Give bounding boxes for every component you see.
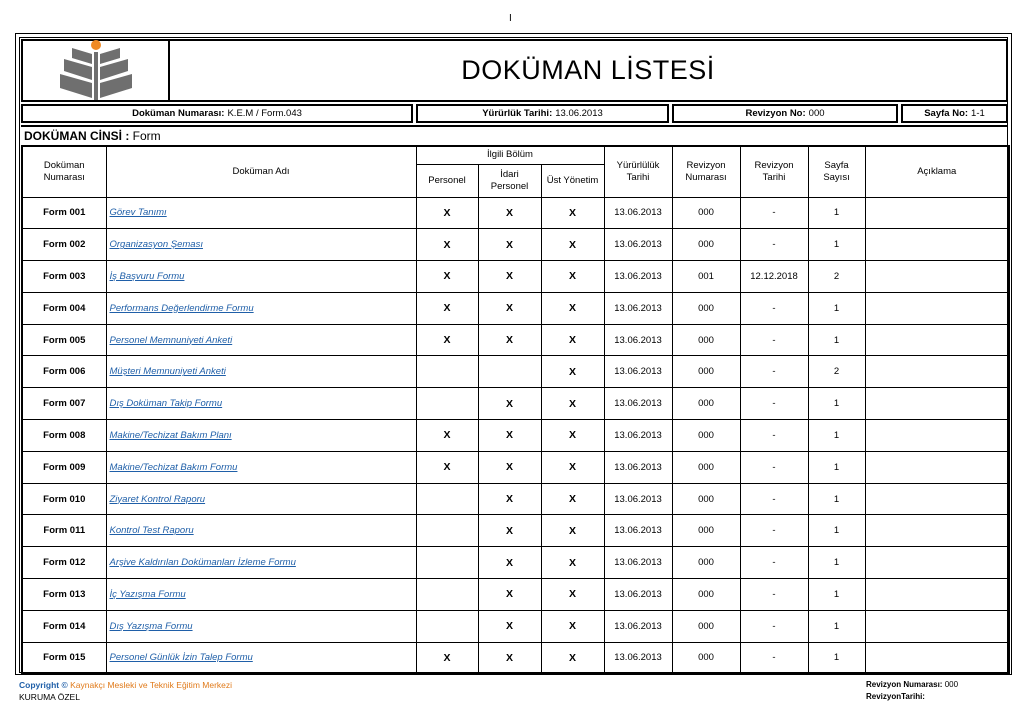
effective-date-cell: 13.06.2013: [604, 292, 672, 324]
doc-number-cell: Form 004: [22, 292, 106, 324]
idari-mark: X: [478, 229, 541, 261]
revision-number-cell: 000: [672, 229, 740, 261]
effective-date-label: Yürürlük Tarihi:: [482, 108, 553, 119]
doc-number-cell: Form 007: [22, 388, 106, 420]
document-type-value: Form: [132, 129, 161, 143]
ust-mark: X: [541, 229, 604, 261]
page-count-cell: 2: [808, 261, 865, 293]
doc-name-link[interactable]: Arşive Kaldırılan Dokümanları İzleme Formu: [109, 557, 296, 569]
revision-number-cell: 000: [672, 356, 740, 388]
note-cell: [865, 547, 1009, 579]
revision-date-cell: -: [740, 420, 808, 452]
organization-logo-icon: [58, 40, 134, 102]
page-count-cell: 1: [808, 579, 865, 611]
revision-date-cell: 12.12.2018: [740, 261, 808, 293]
personel-mark: X: [416, 451, 478, 483]
revision-number-cell: 000: [672, 292, 740, 324]
idari-mark: X: [478, 610, 541, 642]
table-row: [22, 292, 1009, 324]
document-table: [21, 145, 1010, 675]
doc-number-cell: Form 012: [22, 547, 106, 579]
col-revision-date: Revizyon Tarihi: [740, 146, 808, 197]
doc-number-cell: Form 002: [22, 229, 106, 261]
ust-mark: X: [541, 483, 604, 515]
personel-mark: [416, 388, 478, 420]
note-cell: [865, 292, 1009, 324]
page-title: DOKÜMAN LİSTESİ: [461, 55, 715, 85]
idari-mark: X: [478, 451, 541, 483]
info-bar: [21, 104, 1008, 124]
revision-date-cell: -: [740, 292, 808, 324]
table-row: [22, 515, 1009, 547]
ust-mark: X: [541, 515, 604, 547]
note-cell: [865, 420, 1009, 452]
revision-number-cell: 000: [672, 547, 740, 579]
revision-number-cell: 000: [672, 642, 740, 674]
revision-date-cell: -: [740, 451, 808, 483]
col-doc-number: Doküman Numarası: [22, 146, 106, 197]
revision-date-cell: -: [740, 642, 808, 674]
ust-mark: X: [541, 642, 604, 674]
effective-date-cell: 13.06.2013: [604, 483, 672, 515]
note-cell: [865, 515, 1009, 547]
revision-number-cell: 000: [672, 388, 740, 420]
idari-mark: X: [478, 324, 541, 356]
idari-mark: X: [478, 579, 541, 611]
effective-date-cell: 13.06.2013: [604, 642, 672, 674]
table-row: [22, 356, 1009, 388]
personel-mark: X: [416, 229, 478, 261]
table-row: [22, 388, 1009, 420]
table-row: [22, 610, 1009, 642]
document-type-label: DOKÜMAN CİNSİ :: [24, 129, 130, 143]
page-count-cell: 1: [808, 451, 865, 483]
doc-number-cell: Form 010: [22, 483, 106, 515]
doc-number-cell: Form 003: [22, 261, 106, 293]
idari-mark: X: [478, 197, 541, 229]
col-doc-name: Doküman Adı: [106, 146, 416, 197]
footer-revision-value: 000: [944, 680, 959, 689]
personel-mark: X: [416, 261, 478, 293]
note-cell: [865, 483, 1009, 515]
doc-number-label: Doküman Numarası:: [132, 108, 225, 119]
footer-left: [19, 679, 232, 703]
page-count-cell: 1: [808, 610, 865, 642]
personel-mark: X: [416, 324, 478, 356]
col-ust: Üst Yönetim: [541, 164, 604, 197]
ust-mark: X: [541, 579, 604, 611]
doc-name-cell: [106, 642, 416, 674]
idari-mark: X: [478, 483, 541, 515]
organization-name: Kaynakçı Mesleki ve Teknik Eğitim Merkezi: [70, 680, 233, 690]
table-row: [22, 197, 1009, 229]
doc-name-cell: [106, 356, 416, 388]
doc-name-cell: [106, 610, 416, 642]
document-type: [21, 125, 1008, 145]
page-count-cell: 1: [808, 547, 865, 579]
personel-mark: [416, 547, 478, 579]
effective-date-cell: 13.06.2013: [604, 547, 672, 579]
table-row: [22, 547, 1009, 579]
effective-date-cell: 13.06.2013: [604, 579, 672, 611]
idari-mark: X: [478, 420, 541, 452]
doc-number-cell: Form 006: [22, 356, 106, 388]
effective-date-cell: 13.06.2013: [604, 515, 672, 547]
table-row: [22, 324, 1009, 356]
revision-number-cell: 000: [672, 324, 740, 356]
personel-mark: [416, 610, 478, 642]
idari-mark: X: [478, 292, 541, 324]
ust-mark: X: [541, 451, 604, 483]
revision-date-cell: -: [740, 579, 808, 611]
doc-name-link[interactable]: Ziyaret Kontrol Raporu: [109, 493, 206, 505]
doc-name-cell: [106, 388, 416, 420]
effective-date-cell: 13.06.2013: [604, 388, 672, 420]
idari-mark: X: [478, 388, 541, 420]
doc-name-link[interactable]: Personel Memnuniyeti Anketi: [109, 334, 233, 346]
doc-name-cell: [106, 420, 416, 452]
effective-date-cell: 13.06.2013: [604, 420, 672, 452]
idari-mark: X: [478, 261, 541, 293]
note-cell: [865, 610, 1009, 642]
idari-mark: [478, 356, 541, 388]
doc-number-cell: Form 005: [22, 324, 106, 356]
note-cell: [865, 451, 1009, 483]
page-count-cell: 1: [808, 229, 865, 261]
revision-date-cell: -: [740, 356, 808, 388]
personel-mark: [416, 579, 478, 611]
doc-number-value: K.E.M / Form.043: [227, 108, 302, 119]
revision-number-cell: 001: [672, 261, 740, 293]
document-header: [21, 39, 1008, 102]
doc-number-cell: Form 014: [22, 610, 106, 642]
footer-right: [866, 679, 958, 703]
note-cell: [865, 324, 1009, 356]
revision-date-cell: -: [740, 324, 808, 356]
doc-name-cell: [106, 324, 416, 356]
col-page-count: Sayfa Sayısı: [808, 146, 865, 197]
note-cell: [865, 261, 1009, 293]
table-row: [22, 261, 1009, 293]
personel-mark: [416, 356, 478, 388]
page-count-cell: 1: [808, 515, 865, 547]
doc-name-cell: [106, 197, 416, 229]
doc-number-cell: Form 001: [22, 197, 106, 229]
note-cell: [865, 197, 1009, 229]
page-count-cell: 1: [808, 292, 865, 324]
page-count-cell: 2: [808, 356, 865, 388]
revision-number-cell: 000: [672, 420, 740, 452]
revision-date-cell: -: [740, 229, 808, 261]
idari-mark: X: [478, 547, 541, 579]
note-cell: [865, 388, 1009, 420]
table-row: [22, 420, 1009, 452]
table-row: [22, 642, 1009, 674]
ust-mark: X: [541, 388, 604, 420]
copyright-label: Copyright ©: [19, 680, 68, 690]
page-number-value: 1-1: [971, 108, 985, 119]
ust-mark: X: [541, 324, 604, 356]
doc-name-link[interactable]: Makine/Techizat Bakım Formu: [109, 461, 238, 473]
doc-name-link[interactable]: Dış Doküman Takip Formu: [109, 398, 223, 410]
ust-mark: X: [541, 420, 604, 452]
doc-number-cell: Form 015: [22, 642, 106, 674]
personel-mark: X: [416, 642, 478, 674]
effective-date-cell: 13.06.2013: [604, 229, 672, 261]
col-revision-number: Revizyon Numarası: [672, 146, 740, 197]
doc-name-link[interactable]: Performans Değerlendirme Formu: [109, 302, 254, 314]
revision-date-cell: -: [740, 547, 808, 579]
personel-mark: X: [416, 420, 478, 452]
doc-name-link[interactable]: Organizasyon Şeması: [109, 239, 203, 251]
ust-mark: X: [541, 356, 604, 388]
effective-date-cell: 13.06.2013: [604, 356, 672, 388]
doc-name-link[interactable]: Makine/Techizat Bakım Planı: [109, 429, 232, 441]
page-number-cell: [901, 104, 1008, 123]
doc-name-link[interactable]: İş Başvuru Formu: [109, 270, 185, 282]
revision-value: 000: [808, 108, 825, 119]
revision-number-cell: 000: [672, 579, 740, 611]
page-count-cell: 1: [808, 388, 865, 420]
col-note: Açıklama: [865, 146, 1009, 197]
effective-date-cell: 13.06.2013: [604, 610, 672, 642]
page-number-label: Sayfa No:: [924, 108, 969, 119]
ust-mark: X: [541, 292, 604, 324]
revision-number-cell: 000: [672, 515, 740, 547]
doc-number-cell: Form 008: [22, 420, 106, 452]
page-count-cell: 1: [808, 420, 865, 452]
personel-mark: X: [416, 292, 478, 324]
doc-number-cell: [21, 104, 413, 123]
idari-mark: X: [478, 642, 541, 674]
doc-number-cell: Form 011: [22, 515, 106, 547]
doc-number-cell: Form 009: [22, 451, 106, 483]
doc-name-cell: [106, 547, 416, 579]
doc-name-cell: [106, 579, 416, 611]
doc-name-cell: [106, 451, 416, 483]
revision-number-cell: 000: [672, 451, 740, 483]
page-count-cell: 1: [808, 642, 865, 674]
doc-name-link[interactable]: Dış Yazışma Formu: [109, 620, 193, 632]
effective-date-cell: 13.06.2013: [604, 451, 672, 483]
logo: [23, 41, 170, 100]
revision-number-cell: 000: [672, 610, 740, 642]
doc-name-cell: [106, 483, 416, 515]
page-count-cell: 1: [808, 324, 865, 356]
private-label: KURUMA ÖZEL: [19, 692, 80, 702]
revision-date-cell: -: [740, 610, 808, 642]
effective-date-value: 13.06.2013: [555, 108, 603, 119]
doc-name-link[interactable]: Görev Tanımı: [109, 207, 167, 219]
doc-name-link[interactable]: Kontrol Test Raporu: [109, 525, 194, 537]
note-cell: [865, 356, 1009, 388]
revision-date-cell: -: [740, 483, 808, 515]
ust-mark: X: [541, 261, 604, 293]
revision-date-cell: -: [740, 197, 808, 229]
page-count-cell: 1: [808, 483, 865, 515]
revision-date-cell: -: [740, 388, 808, 420]
footer-revision-label: Revizyon Numarası:: [866, 680, 943, 689]
col-personel: Personel: [416, 164, 478, 197]
page-mark: I: [509, 13, 512, 24]
revision-label: Revizyon No:: [745, 108, 806, 119]
ust-mark: X: [541, 610, 604, 642]
idari-mark: X: [478, 515, 541, 547]
revision-number-cell: 000: [672, 483, 740, 515]
note-cell: [865, 642, 1009, 674]
page-count-cell: 1: [808, 197, 865, 229]
doc-name-cell: [106, 292, 416, 324]
revision-date-cell: -: [740, 515, 808, 547]
ust-mark: X: [541, 547, 604, 579]
personel-mark: [416, 483, 478, 515]
personel-mark: [416, 515, 478, 547]
table-row: [22, 579, 1009, 611]
doc-number-cell: Form 013: [22, 579, 106, 611]
note-cell: [865, 579, 1009, 611]
doc-name-link[interactable]: Müşteri Memnuniyeti Anketi: [109, 366, 226, 378]
effective-date-cell: 13.06.2013: [604, 197, 672, 229]
col-dept: İlgili Bölüm: [416, 146, 604, 164]
doc-name-cell: [106, 229, 416, 261]
col-idari: İdari Personel: [478, 164, 541, 197]
effective-date-cell: [416, 104, 669, 123]
doc-name-cell: [106, 261, 416, 293]
doc-name-cell: [106, 515, 416, 547]
table-row: [22, 483, 1009, 515]
effective-date-cell: 13.06.2013: [604, 261, 672, 293]
effective-date-cell: 13.06.2013: [604, 324, 672, 356]
col-effective-date: Yürürlülük Tarihi: [604, 146, 672, 197]
note-cell: [865, 229, 1009, 261]
ust-mark: X: [541, 197, 604, 229]
revision-number-cell: 000: [672, 197, 740, 229]
personel-mark: X: [416, 197, 478, 229]
doc-name-link[interactable]: İç Yazışma Formu: [109, 588, 186, 600]
revision-cell: [672, 104, 898, 123]
table-row: [22, 451, 1009, 483]
doc-name-link[interactable]: Personel Günlük İzin Talep Formu: [109, 652, 253, 664]
table-row: [22, 229, 1009, 261]
footer-revision-date-label: RevizyonTarihi:: [866, 692, 925, 701]
